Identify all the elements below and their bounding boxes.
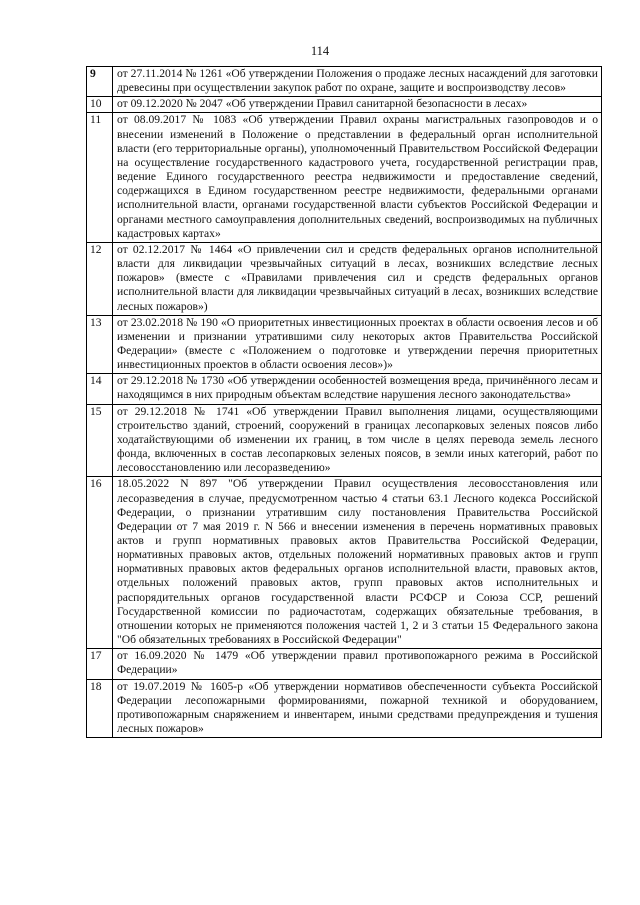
table-row bbox=[87, 315, 602, 374]
table-row bbox=[87, 97, 602, 113]
act-description: от 29.12.2018 № 1741 «Об утверждении Правил выполнения лицами, осуществляющими строительство зданий, строений, сооружений в границах лесопарковых зеленых поясов либо ходатайствующими об изменении их границ, в том числе в целях перевода земель лесного фонда, включенных в состав лесопарковых зеленых поясов, в земли иных категорий, работ по лесовосстановлению или лесоразведению» bbox=[113, 404, 602, 477]
act-description: от 23.02.2018 № 190 «О приоритетных инвестиционных проектах в области освоения лесов и об изменении и признании утратившими силу некоторых актов Правительства Российской Федерации» (вместе с «Положением о подготовке и утверждении перечня приоритетных инвестиционных проектов в области освоения лесов»)» bbox=[113, 315, 602, 374]
table-row bbox=[87, 242, 602, 315]
act-description: от 09.12.2020 № 2047 «Об утверждении Правил санитарной безопасности в лесах» bbox=[113, 97, 602, 113]
act-description: от 16.09.2020 № 1479 «Об утверждении правил противопожарного режима в Российской Федерации» bbox=[113, 649, 602, 679]
row-number: 18 bbox=[87, 679, 113, 738]
act-description: от 29.12.2018 № 1730 «Об утверждении особенностей возмещения вреда, причинённого лесам и находящимся в них природным объектам вследствие нарушения лесного законодательства» bbox=[113, 374, 602, 404]
page-number: 114 bbox=[310, 44, 330, 58]
row-number: 11 bbox=[87, 113, 113, 242]
row-number: 14 bbox=[87, 374, 113, 404]
row-number: 13 bbox=[87, 315, 113, 374]
table-row bbox=[87, 113, 602, 242]
table-row bbox=[87, 374, 602, 404]
table-row bbox=[87, 404, 602, 477]
row-number: 9 bbox=[87, 67, 113, 97]
row-number: 15 bbox=[87, 404, 113, 477]
act-description: 18.05.2022 N 897 "Об утверждении Правил осуществления лесовосстановления или лесоразведения в случае, предусмотренном частью 4 статьи 63.1 Лесного кодекса Российской Федерации, о признании утратившим силу постановления Правительства Российской Федерации от 7 мая 2019 г. N 566 и внесении изменения в перечень нормативных правовых актов и групп нормативных правовых актов Правительства Российской Федерации, нормативных правовых актов, отдельных положений нормативных правовых актов и групп нормативных правовых актов федеральных органов исполнительной власти, правовых актов, отдельных положений правовых актов, групп правовых актов исполнительных и распорядительных органов государственной власти РСФСР и Союза ССР, решений Государственной комиссии по радиочастотам, содержащих обязательные требования, в отношении которых не применяются положения частей 1, 2 и 3 статьи 15 Федерального закона "Об обязательных требованиях в Российской Федерации" bbox=[113, 477, 602, 649]
row-number: 17 bbox=[87, 649, 113, 679]
table-row bbox=[87, 649, 602, 679]
legal-acts-table bbox=[86, 66, 602, 738]
act-description: от 02.12.2017 № 1464 «О привлечении сил и средств федеральных органов исполнительной власти для ликвидации чрезвычайных ситуаций в лесах, возникших вследствие лесных пожаров» (вместе с «Правилами привлечения сил и средств федеральных органов исполнительной власти для ликвидации чрезвычайных ситуаций в лесах, возникших вследствие лесных пожаров») bbox=[113, 242, 602, 315]
row-number: 12 bbox=[87, 242, 113, 315]
row-number: 10 bbox=[87, 97, 113, 113]
table-row bbox=[87, 679, 602, 738]
act-description: от 19.07.2019 № 1605-р «Об утверждении нормативов обеспеченности субъекта Российской Федерации лесопожарными формированиями, пожарной техникой и оборудованием, противопожарным снаряжением и инвентарем, иными средствами предупреждения и тушения лесных пожаров» bbox=[113, 679, 602, 738]
act-description: от 08.09.2017 № 1083 «Об утверждении Правил охраны магистральных газопроводов и о внесении изменений в Положение о представлении в федеральный орган исполнительной власти (его территориальные органы), уполномоченный Правительством Российской Федерации на осуществление государственного кадастрового учета, государственной регистрации прав, ведение Единого государственного реестра недвижимости и предоставление сведений, содержащихся в Едином государственном реестре недвижимости, федеральными органами исполнительной власти, органами государственной власти субъектов Российской Федерации и органами местного самоуправления дополнительных сведений, воспроизводимых на публичных кадастровых картах» bbox=[113, 113, 602, 242]
act-description: от 27.11.2014 № 1261 «Об утверждении Положения о продаже лесных насаждений для заготовки древесины при осуществлении закупок работ по охране, защите и воспроизводству лесов» bbox=[113, 67, 602, 97]
table-row bbox=[87, 477, 602, 649]
table-row bbox=[87, 67, 602, 97]
row-number: 16 bbox=[87, 477, 113, 649]
